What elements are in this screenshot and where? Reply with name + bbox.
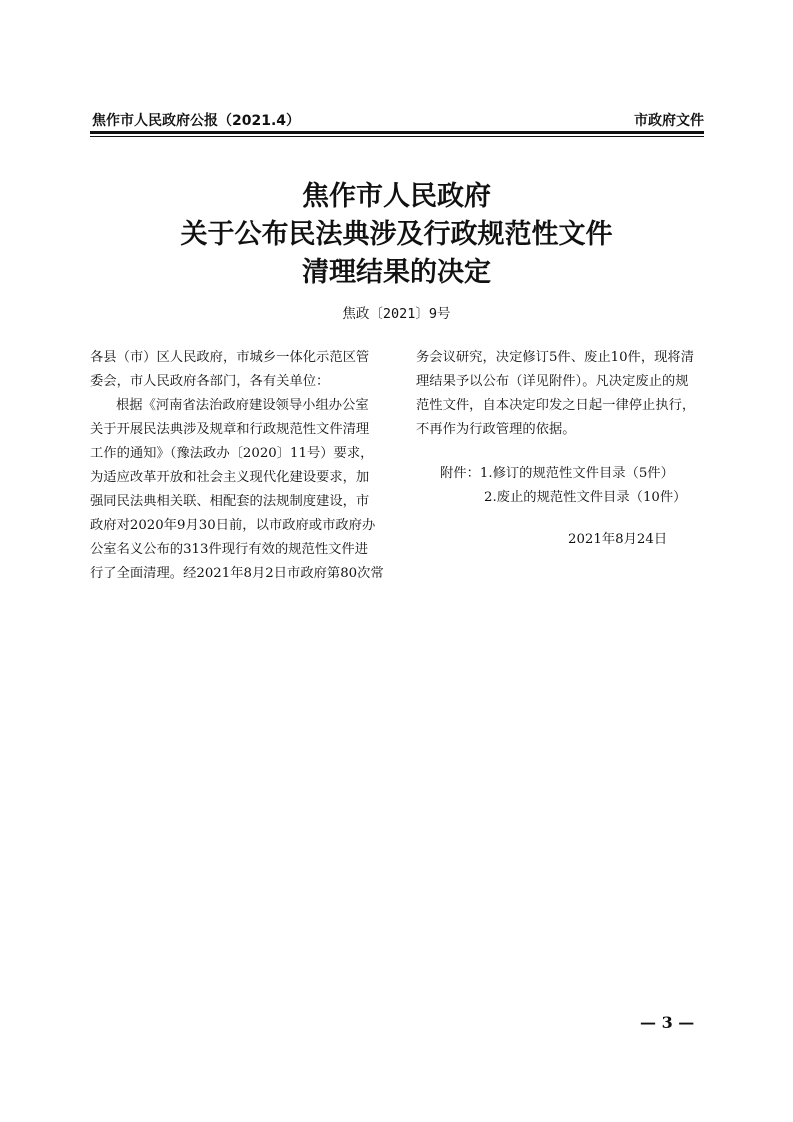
- attachment-item-1: 附件：1.修订的规范性文件目录（5件）: [440, 466, 674, 481]
- body-column-left: [90, 346, 388, 586]
- header-rule-thick: [90, 131, 704, 134]
- body-line: 务会议研究，决定修订5件、废止10件，现将清: [416, 350, 695, 365]
- attachment-item-2: 2.废止的规范性文件目录（10件）: [484, 490, 687, 505]
- body-line: 各县（市）区人民政府，市城乡一体化示范区管: [90, 350, 370, 365]
- page-number: — 3 —: [640, 1013, 695, 1032]
- body-line: 关于开展民法典涉及规章和行政规范性文件清理: [90, 422, 370, 437]
- body-line: 根据《河南省法治政府建设领导小组办公室: [116, 398, 369, 413]
- section-label: 市政府文件: [634, 113, 704, 129]
- body-line: 不再作为行政管理的依据。: [416, 422, 576, 437]
- page-header: [92, 110, 704, 132]
- body-line: 行了全面清理。经2021年8月2日市政府第80次常: [90, 566, 384, 581]
- document-title-line-2: 关于公布民法典涉及行政规范性文件: [180, 219, 613, 250]
- issue-date: 2021年8月24日: [568, 532, 668, 547]
- body-line: 公室名义公布的313件现行有效的规范性文件进: [90, 542, 369, 557]
- publication-title: 焦作市人民政府公报（2021.4）: [92, 113, 301, 129]
- header-rule-thin: [90, 136, 704, 137]
- document-title-line-1: 焦作市人民政府: [302, 181, 491, 212]
- body-line: 强同民法典相关联、相配套的法规制度建设，市: [90, 494, 370, 509]
- body-line: 为适应改革开放和社会主义现代化建设要求，加: [90, 470, 370, 485]
- body-line: 工作的通知》（豫法政办〔2020〕11号）要求，: [90, 446, 374, 461]
- document-number: 焦政〔2021〕9号: [342, 306, 451, 322]
- body-line: 政府对2020年9月30日前，以市政府或市政府办: [90, 518, 376, 533]
- body-column-right: [416, 346, 714, 442]
- document-title-line-3: 清理结果的决定: [302, 257, 491, 288]
- body-line: 范性文件，自本决定印发之日起一律停止执行，: [416, 398, 696, 413]
- body-line: 委会，市人民政府各部门，各有关单位：: [90, 374, 330, 389]
- body-line: 理结果予以公布（详见附件）。凡决定废止的规: [416, 374, 689, 389]
